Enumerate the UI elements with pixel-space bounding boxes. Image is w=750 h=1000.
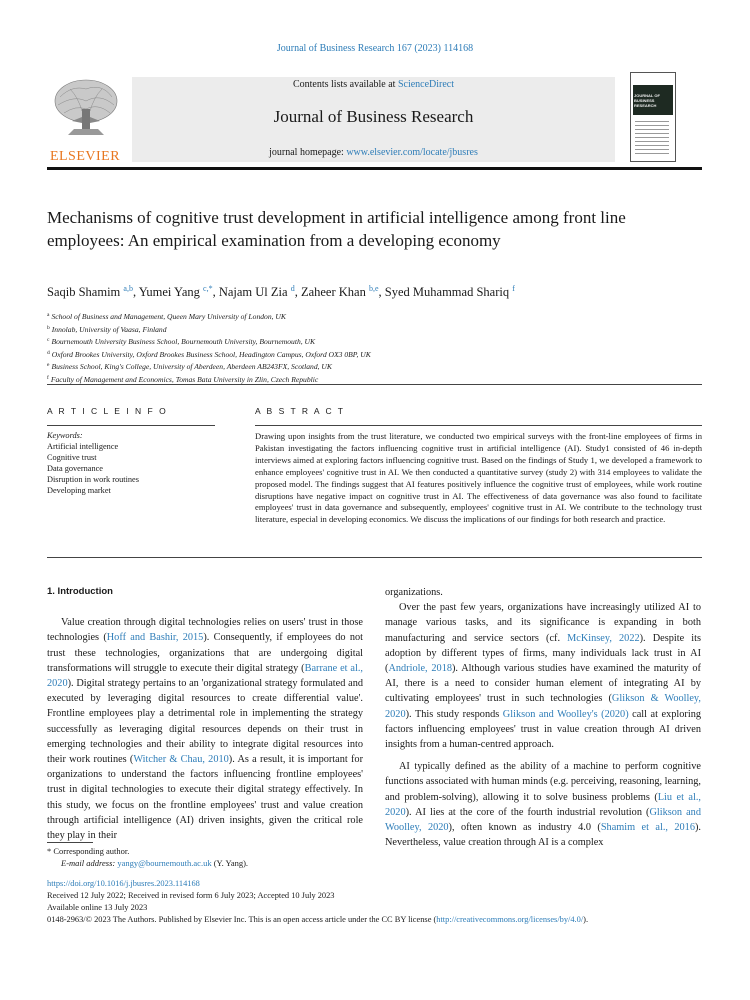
citation-link[interactable]: Glikson and Woolley's (2020) xyxy=(502,708,629,720)
license-text-end: ). xyxy=(583,915,589,924)
affiliation-text: Business School, King's College, University of Aberdeen, Aberdeen AB243FX, Scotland, UK xyxy=(51,362,332,371)
text-run: ). Nevertheless, value creation through AI is a complex xyxy=(385,822,701,849)
affiliation-key: a xyxy=(47,312,50,318)
text-run: ). Consequently, if employees do not trust these technologies, organizations that are undergoing digital transformations will struggle to execute their digital strategy ( xyxy=(47,632,363,674)
article-info-heading: A R T I C L E I N F O xyxy=(47,406,168,416)
author-separator: , xyxy=(212,285,219,299)
text-run: call at exploring factors influencing employees' trust in value creation through AI driven insights from a human-centred approach. xyxy=(385,708,701,751)
author-name[interactable]: Saqib Shamim xyxy=(47,285,121,299)
elsevier-tree-icon xyxy=(52,77,120,139)
publication-info xyxy=(47,878,727,926)
keyword-item: Artificial intelligence xyxy=(47,442,119,451)
text-run: ). This study responds xyxy=(405,708,503,720)
author-affiliation-marker[interactable]: b,e xyxy=(368,284,379,293)
keywords-block xyxy=(47,430,217,496)
elsevier-logo[interactable] xyxy=(47,77,122,165)
affiliation-text: Bournemouth University Business School, Bournemouth University, Bournemouth, UK xyxy=(51,337,316,346)
masthead-banner xyxy=(132,77,615,162)
divider xyxy=(255,425,702,426)
text-run: ). Digital strategy pertains to an 'organizational strategy formulated and executed by leveraging digital resources to create differential value'. Frontline employees play a detrimental role in implementing the strategy successfully as leveraging digital resources depends on their trust in emerging technologies and their ability to integrate digital resources into their work routines ( xyxy=(47,678,363,766)
divider xyxy=(47,384,702,385)
journal-citation[interactable]: Journal of Business Research 167 (2023) 114168 xyxy=(276,43,474,54)
citation-link[interactable]: Shamim et al., 2016 xyxy=(600,822,695,834)
text-run: ). Although various studies have examined the maturity of AI, there is a need to consider human element of integrating AI by cultivating employees' trust in such technologies ( xyxy=(385,663,701,705)
available-online: Available online 13 July 2023 xyxy=(47,903,148,912)
citation-link[interactable]: McKinsey, 2022 xyxy=(567,632,640,644)
affiliation-text: Oxford Brookes University, Oxford Brookes Business School, Headington Campus, Oxford OX3 0BP, UK xyxy=(51,349,371,359)
affiliation-key: b xyxy=(47,324,50,331)
author-separator: , xyxy=(378,285,385,299)
author-affiliation-marker[interactable]: c,* xyxy=(203,284,213,293)
affiliation-key: c xyxy=(47,337,50,343)
email-link[interactable]: yangy@bournemouth.ac.uk xyxy=(117,858,212,868)
keyword-item: Disruption in work routines xyxy=(47,475,139,484)
author-affiliation-marker[interactable]: a,b xyxy=(123,284,133,293)
author-affiliation-marker[interactable]: d xyxy=(290,284,295,293)
paragraph xyxy=(385,759,701,850)
author-name[interactable]: Zaheer Khan xyxy=(300,285,366,299)
footnote xyxy=(47,845,248,869)
corresponding-author-note: * Corresponding author. xyxy=(47,846,130,856)
affiliation-item xyxy=(47,360,702,373)
text-run: ), often known as industry 4.0 ( xyxy=(448,822,601,834)
abstract-heading: A B S T R A C T xyxy=(255,406,346,416)
affiliation-item xyxy=(47,335,702,348)
footnote-rule xyxy=(47,842,93,843)
homepage-prefix: journal homepage: xyxy=(269,147,347,158)
text-run: Over the past few years, organizations have increasingly utilized AI to manage various tasks, and its significance is expanding in both manufacturing and service sectors (cf. xyxy=(385,602,701,644)
masthead xyxy=(47,72,702,167)
section-title: 1. Introduction xyxy=(47,586,113,597)
citation-link[interactable]: Liu et al., 2020 xyxy=(385,791,701,818)
cover-lines xyxy=(635,121,669,155)
sciencedirect-link[interactable]: ScienceDirect xyxy=(397,79,455,90)
masthead-rule xyxy=(47,167,702,170)
citation-link[interactable]: Glikson & Woolley, 2020 xyxy=(385,693,701,720)
affiliation-key: e xyxy=(47,362,50,368)
author-list xyxy=(47,284,702,300)
citation-link[interactable]: Witcher & Chau, 2010 xyxy=(133,754,229,766)
keyword-item: Cognitive trust xyxy=(47,453,97,462)
license-text: 0148-2963/© 2023 The Authors. Published by Elsevier Inc. This is an open access article under the CC BY license ( xyxy=(47,915,437,924)
abstract-text: Drawing upon insights from the trust literature, we conducted two empirical surveys with the front-line employees of firms in Pakistan investigating the factors influencing cognitive trust in artificial intelligence (AI). Study1 consisted of 46 in-depth interviews aimed at exploring factors influencing cognitive trust. Based on the findings of Study 1, we developed a framework to enhance employees' cognitive trust in AI. We then conducted a quantitative survey (study 2) with 314 employees to validate the proposed model. The findings suggest that AI features positively influence the cognitive trust of employees, while work routine disruptions have negative impact on cognitive trust in AI. The effectiveness of data governance was also found to facilitate employees' trust in data governance and subsequently, employees' cognitive trust in AI. We contribute to the technology trust literature, especial in developing economics. We discuss the implications of our findings for both research and practice. xyxy=(255,431,702,525)
citation-link[interactable]: Andriole, 2018 xyxy=(388,663,452,675)
text-run: ). As a result, it is important for organizations to understand the factors influencing frontline employees' trust in digital technologies to execute their digital strategy effectively. In this study, we focus on the frontline employees' trust and value creation through artificial intelligence (AI) driven insights, given the critical role they play in their xyxy=(47,754,363,842)
journal-title: Journal of Business Research xyxy=(273,107,474,126)
paragraph: organizations. xyxy=(385,587,443,598)
author-name[interactable]: Yumei Yang xyxy=(138,285,200,299)
license-link[interactable]: http://creativecommons.org/licenses/by/4.0/ xyxy=(436,915,584,924)
text-run: ). Despite its adoption by different types of firms, many individuals lack trust in AI ( xyxy=(385,632,701,675)
citation-link[interactable]: Glikson and Woolley, 2020 xyxy=(385,806,701,834)
contents-line xyxy=(132,79,615,90)
affiliation-list xyxy=(47,310,702,385)
author-separator: , xyxy=(294,285,301,299)
text-run: AI typically defined as the ability of a machine to perform cognitive functions associated with human minds (e.g. perceiving, reasoning, learning, and problem-solving), allowing it to solve business problems ( xyxy=(385,761,701,803)
affiliation-text: Faculty of Management and Economics, Tomas Bata University in Zlin, Czech Republic xyxy=(50,374,319,384)
author-name[interactable]: Najam Ul Zia xyxy=(218,285,288,299)
homepage-line xyxy=(132,147,615,158)
keyword-item: Developing market xyxy=(47,486,111,495)
body-column-right xyxy=(385,585,701,850)
article-title: Mechanisms of cognitive trust development in artificial intelligence among front line employees: An empirical examination from a developing economy xyxy=(47,208,626,250)
journal-cover-thumbnail[interactable] xyxy=(630,72,676,162)
citation-link[interactable]: Barrane et al., 2020 xyxy=(47,662,363,690)
paragraph xyxy=(385,600,701,752)
email-line xyxy=(47,857,248,869)
publisher-name: ELSEVIER xyxy=(49,149,121,164)
text-run: Value creation through digital technologies relies on users' trust in those technologies ( xyxy=(47,617,363,644)
author-name[interactable]: Syed Muhammad Shariq xyxy=(384,285,510,299)
affiliation-item xyxy=(47,348,702,361)
citation-link[interactable]: Hoff and Bashir, 2015 xyxy=(106,632,204,644)
email-suffix: (Y. Yang). xyxy=(211,858,249,868)
license-line xyxy=(47,914,727,926)
affiliation-text: School of Business and Management, Queen Mary University of London, UK xyxy=(51,312,286,321)
divider xyxy=(47,425,215,426)
keyword-item: Data governance xyxy=(47,464,103,473)
contents-prefix: Contents lists available at xyxy=(292,79,398,90)
affiliation-item xyxy=(47,323,702,336)
doi-link[interactable]: https://doi.org/10.1016/j.jbusres.2023.114168 xyxy=(47,879,200,888)
cover-title: JOURNAL OF BUSINESS RESEARCH xyxy=(634,93,660,108)
text-run: ). AI lies at the core of the fourth industrial revolution ( xyxy=(405,806,650,818)
author-separator: , xyxy=(132,285,139,299)
divider xyxy=(47,557,702,558)
journal-homepage-link[interactable]: www.elsevier.com/locate/jbusres xyxy=(346,147,478,158)
body-column-left xyxy=(47,584,363,843)
affiliation-item xyxy=(47,310,702,323)
author-affiliation-marker[interactable]: f xyxy=(512,284,515,293)
keywords-label: Keywords: xyxy=(47,431,83,440)
email-label: E-mail address: xyxy=(61,858,118,868)
affiliation-key: d xyxy=(47,349,50,356)
affiliation-key: f xyxy=(47,374,49,381)
received-dates: Received 12 July 2022; Received in revised form 6 July 2023; Accepted 10 July 2023 xyxy=(47,891,335,900)
paragraph xyxy=(47,615,363,843)
affiliation-text: Innolab, University of Vaasa, Finland xyxy=(51,324,167,334)
